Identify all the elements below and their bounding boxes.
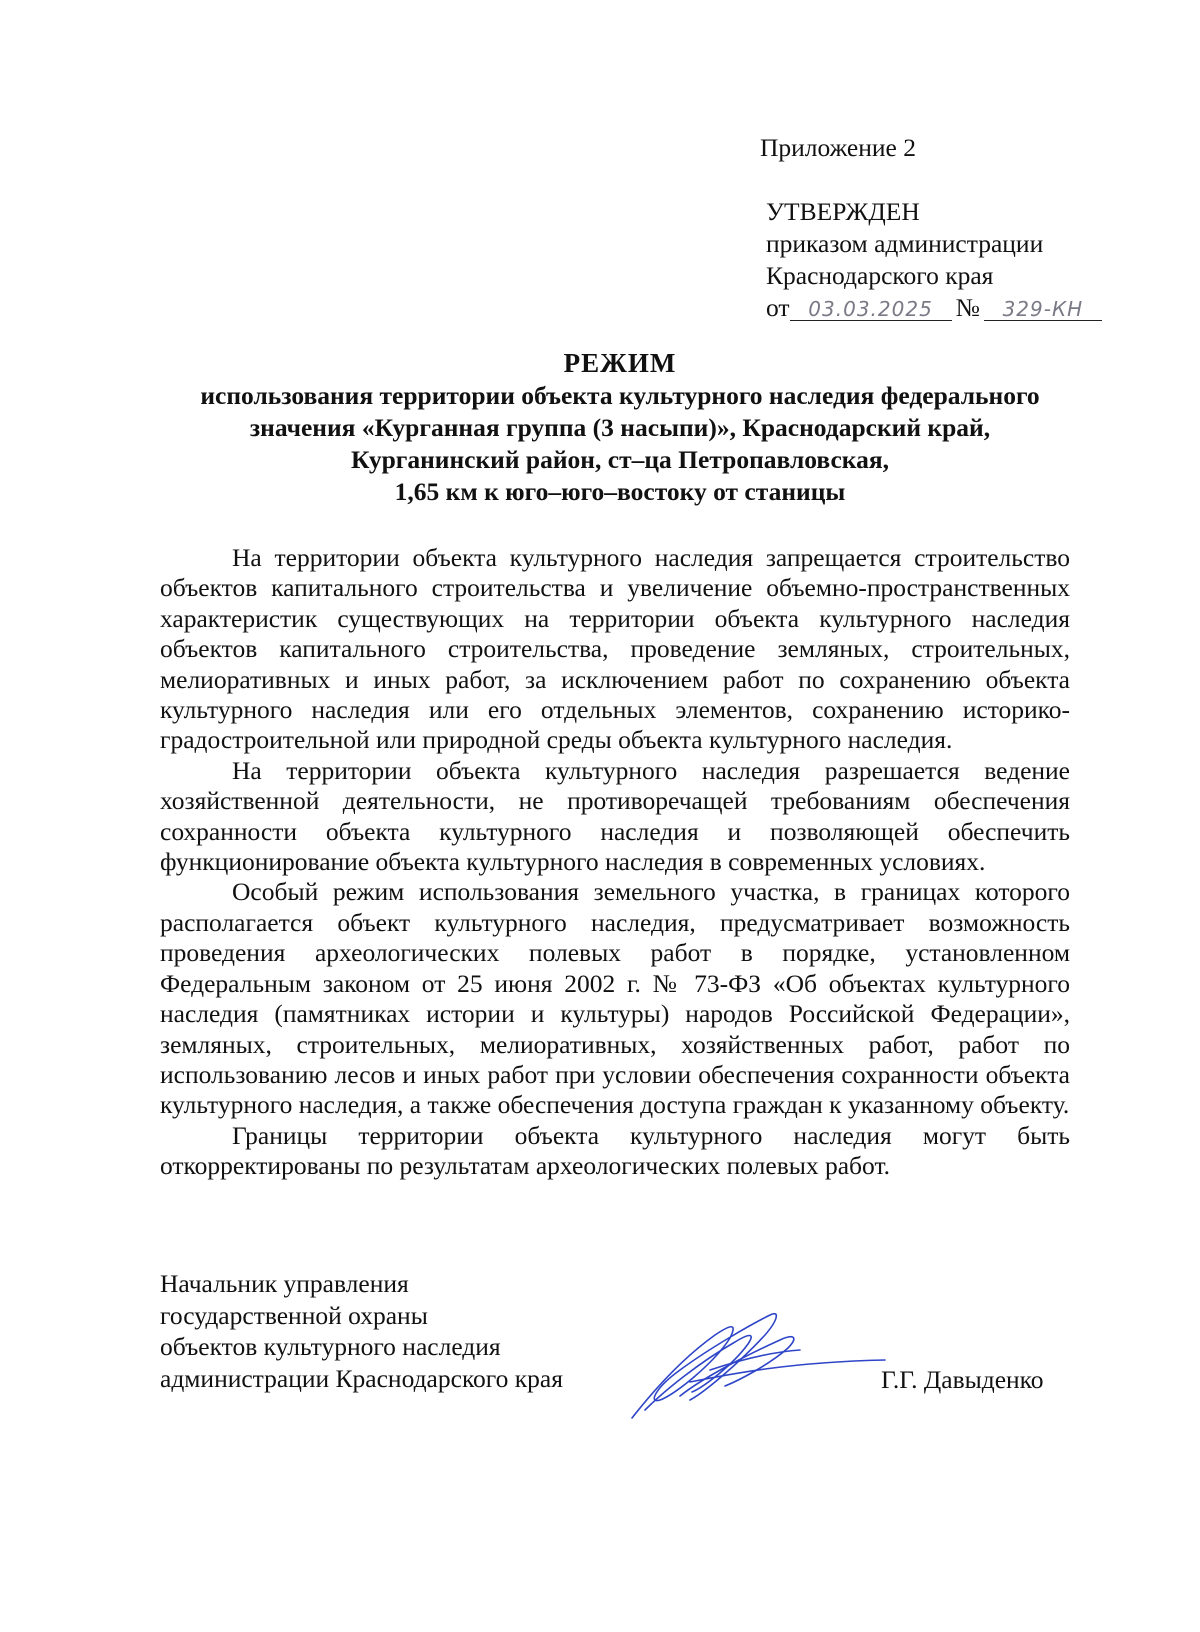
signatory-position xyxy=(160,1268,563,1394)
title-line-1: использования территории объекта культурного наследия федерального xyxy=(200,381,1040,410)
position-line-1: Начальник управления xyxy=(160,1269,409,1298)
approved-region: Краснодарского края xyxy=(766,261,994,290)
signer-name: Г.Г. Давыденко xyxy=(881,1365,1044,1394)
position-line-2: государственной охраны xyxy=(160,1300,428,1330)
paragraph-permissions: На территории объекта культурного наследия разрешается ведение хозяйственной деятельности, не противоречащей требованиям обеспечения сохранности объекта культурного наследия и позволяющей обеспечить функционирование объекта культурного наследия в современных условиях. xyxy=(160,755,1070,877)
document-body xyxy=(160,543,1070,1182)
document-title xyxy=(120,346,1120,508)
order-number-sign: № xyxy=(955,293,980,322)
title-line-2: значения «Курганная группа (3 насыпи)», Краснодарский край, xyxy=(249,413,991,442)
title-line-4: 1,65 км к юго–юго–востоку от станицы xyxy=(394,477,846,506)
annex-label: Приложение 2 xyxy=(760,133,916,162)
handwritten-signature xyxy=(620,1300,890,1430)
position-line-3: объектов культурного наследия xyxy=(160,1332,501,1361)
title-line-3: Курганинский район, ст–ца Петропавловская, xyxy=(350,445,890,474)
paragraph-boundaries: Границы территории объекта культурного наследия могут быть откорректированы по результатам археологических полевых работ. xyxy=(160,1120,1070,1181)
title-heading: РЕЖИМ xyxy=(563,348,677,378)
approval-block xyxy=(766,196,1102,324)
order-date-handwritten: 03.03.2025 xyxy=(790,298,952,321)
order-details-line xyxy=(766,292,1102,324)
position-line-4: администрации Краснодарского края xyxy=(160,1363,563,1393)
paragraph-prohibitions: На территории объекта культурного наследия запрещается строительство объектов капитального строительства и увеличение объемно-пространственных характеристик существующих на территории объекта культурного наследия объектов капитального строительства, проведение земляных, строительных, мелиоративных и иных работ, за исключением работ по сохранению объекта культурного наследия или его отдельных элементов, сохранению историко-градостроительной или природной среды объекта культурного наследия. xyxy=(160,543,1070,755)
paragraph-special-regime: Особый режим использования земельного участка, в границах которого располагается объект культурного наследия, предусматривает возможность проведения археологических полевых работ в порядке, установленном Федеральным законом от 25 июня 2002 г. № 73-ФЗ «Об объектах культурного наследия (памятниках истории и культуры) народов Российской Федерации», земляных, строительных, мелиоративных, хозяйственных работ, работ по использованию лесов и иных работ при условии обеспечения сохранности объекта культурного наследия, а также обеспечения доступа граждан к указанному объекту. xyxy=(160,877,1070,1120)
approved-heading: УТВЕРЖДЕН xyxy=(766,197,920,226)
title-subtitle xyxy=(120,380,1120,508)
order-number-handwritten: 329-КН xyxy=(984,298,1102,321)
order-from-label: от xyxy=(766,293,790,322)
approved-by-order: приказом администрации xyxy=(766,229,1044,258)
